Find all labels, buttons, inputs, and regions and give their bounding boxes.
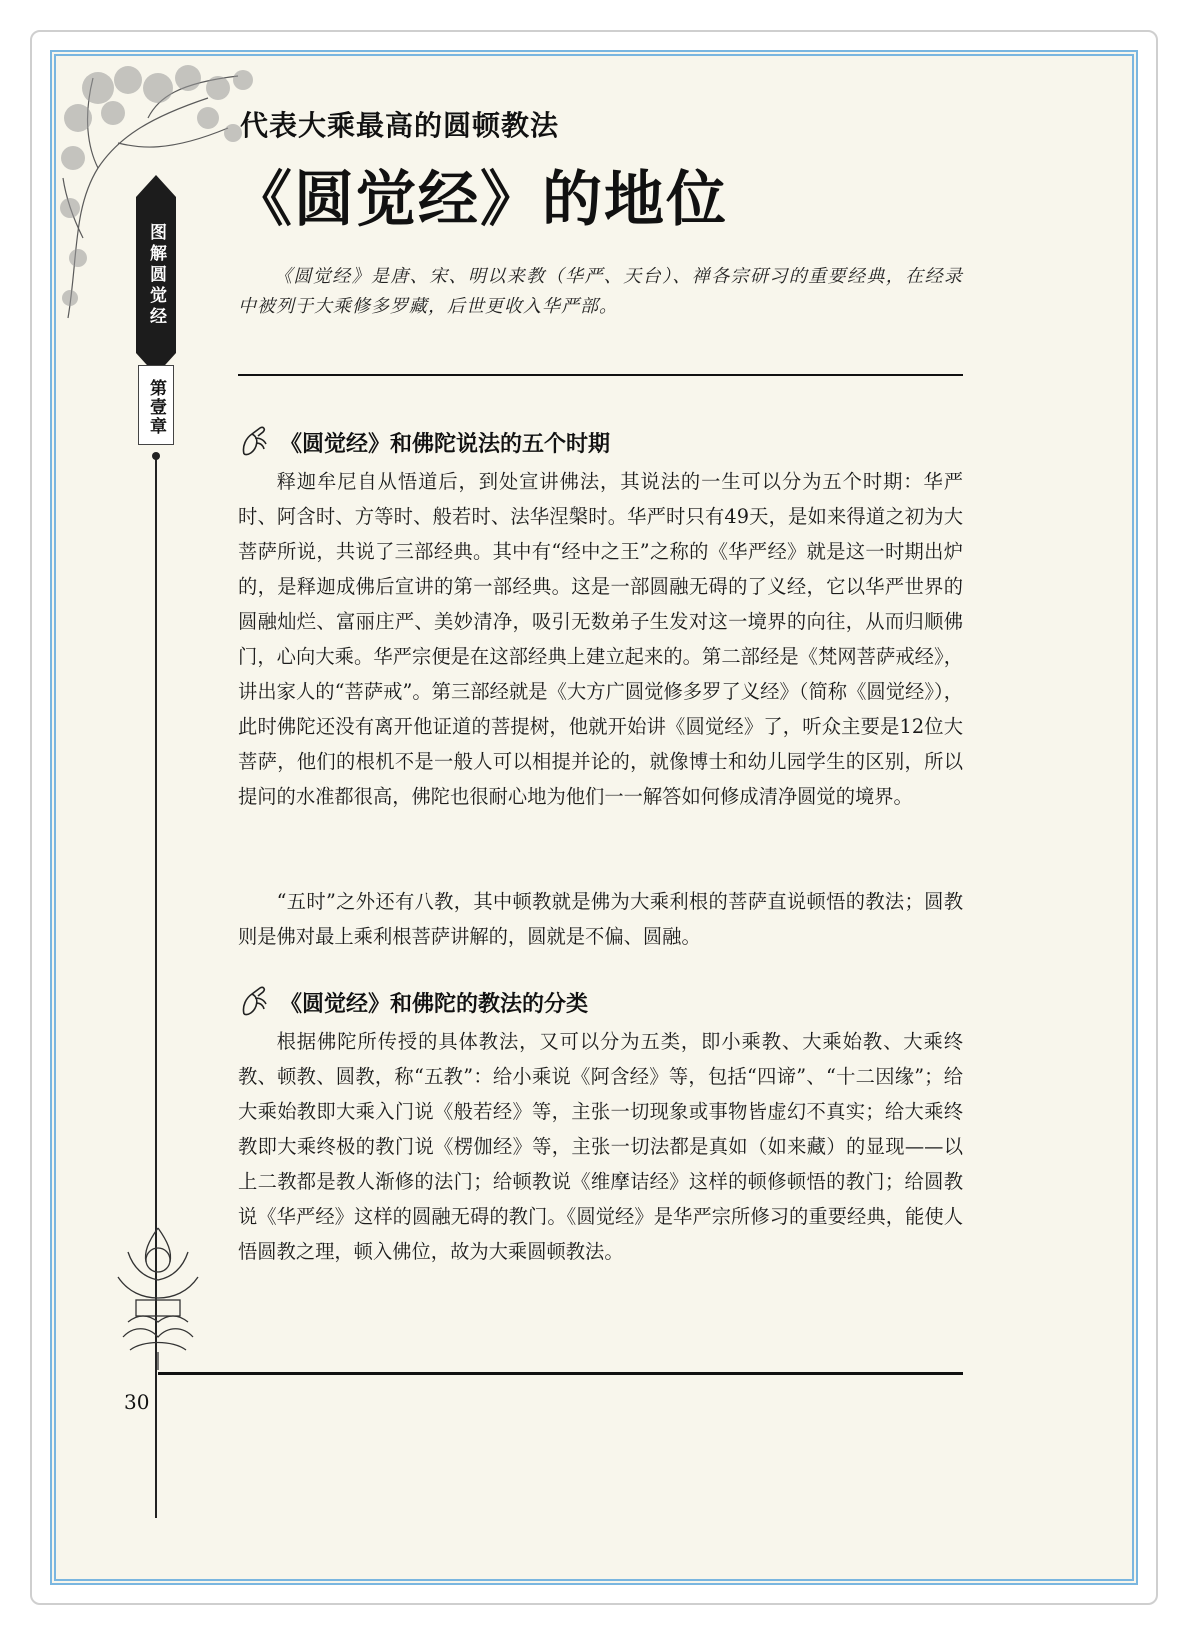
chapter-tab-label: 第壹章: [146, 378, 166, 436]
section-paragraph: 根据佛陀所传授的具体教法，又可以分为五类，即小乘教、大乘始教、大乘终教、顿教、圆教，称“五教”：给小乘说《阿含经》等，包括“四谛”、“十二因缘”；给大乘始教即大乘入门说《般若经》等，主张一切现象或事物皆虚幻不真实；给大乘终教即大乘终极的教门说《楞伽经》等，主张一切法都是真如（如来藏）的显现——以上二教都是教人渐修的法门；给顿教说《维摩诘经》这样的顿修顿悟的教门；给圆教说《华严经》这样的圆融无碍的教门。《圆觉经》是华严宗所修习的重要经典，能使人悟圆教之理，顿入佛位，故为大乘圆顿教法。: [238, 1030, 963, 1263]
page-subtitle: 代表大乘最高的圆顿教法: [240, 109, 560, 142]
intro-divider: [238, 374, 963, 376]
section-heading-text: 《圆觉经》和佛陀说法的五个时期: [280, 430, 611, 457]
section-paragraph: 释迦牟尼自从悟道后，到处宣讲佛法，其说法的一生可以分为五个时期：华严时、阿含时、方等时、般若时、法华涅槃时。华严时只有49天，是如来得道之初为大菩萨所说，共说了三部经典。其中有“经中之王”之称的《华严经》就是这一时期出炉的，是释迦成佛后宣讲的第一部经典。这是一部圆融无碍的了义经，它以华严世界的圆融灿烂、富丽庄严、美妙清净，吸引无数弟子生发对这一境界的向往，从而归顺佛门，心向大乘。华严宗便是在这部经典上建立起来的。第二部经是《梵网菩萨戒经》，讲出家人的“菩萨戒”。第三部经就是《大方广圆觉修多罗了义经》（简称《圆觉经》），此时佛陀还没有离开他证道的菩提树，他就开始讲《圆觉经》了，听众主要是12位大菩萨，他们的根机不是一般人可以相提并论的，就像博士和幼儿园学生的区别，所以提问的水准都很高，佛陀也很耐心地为他们一一解答如何修成清净圆觉的境界。: [238, 470, 963, 808]
section-heading-text: 《圆觉经》和佛陀的教法的分类: [280, 990, 589, 1017]
section-heading: [238, 984, 588, 1020]
section-heading: [238, 424, 610, 460]
footer-rule: [158, 1372, 963, 1375]
intro-paragraph: 《圆觉经》是唐、宋、明以来教（华严、天台）、禅各宗研习的重要经典，在经录中被列于大乘修多罗藏，后世更收入华严部。: [238, 266, 963, 317]
book-tab-label: 图解圆觉经: [146, 222, 166, 328]
page-title: 《圆觉经》的地位: [232, 165, 728, 235]
chapter-tab: [138, 365, 174, 445]
section-paragraph: “五时”之外还有八教，其中顿教就是佛为大乘利根的菩萨直说顿悟的教法；圆教则是佛对最上乘利根菩萨讲解的，圆就是不偏、圆融。: [238, 890, 963, 948]
page-number: 30: [124, 1390, 150, 1414]
pointing-hand-icon: [238, 984, 272, 1020]
pointing-hand-icon: [238, 424, 272, 460]
lotus-ornament: [108, 1222, 208, 1372]
